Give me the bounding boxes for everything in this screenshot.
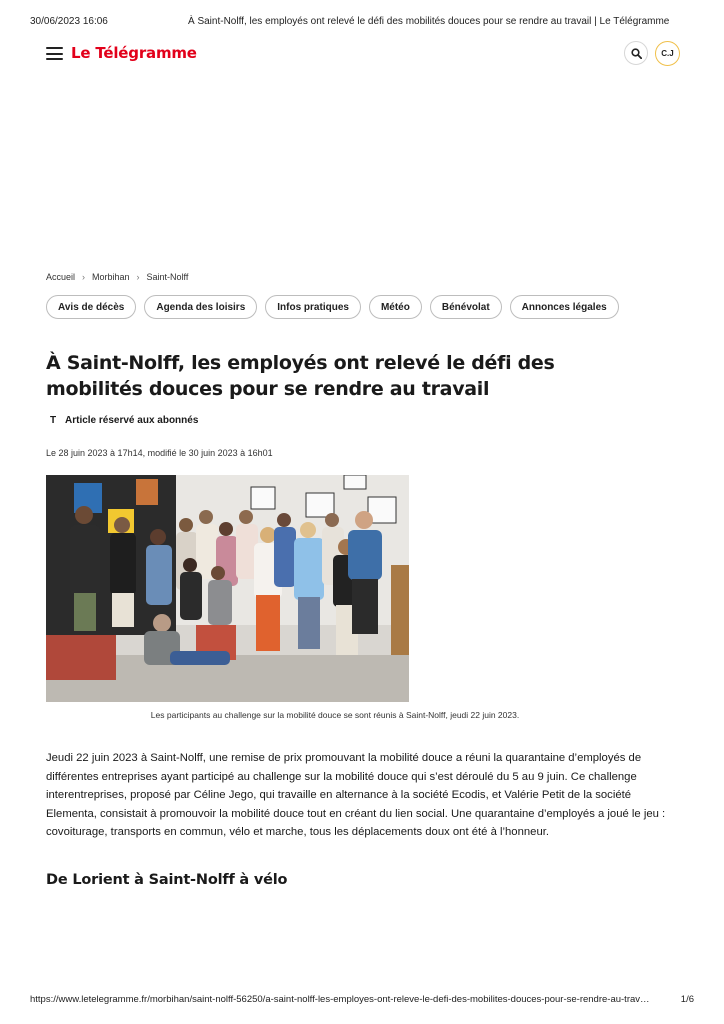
subscriber-only-label: Article réservé aux abonnés: [65, 415, 199, 426]
site-header: [46, 38, 680, 70]
pill-agenda-des-loisirs[interactable]: Agenda des loisirs: [144, 295, 257, 319]
pill-infos-pratiques[interactable]: Infos pratiques: [265, 295, 361, 319]
article-paragraph: Jeudi 22 juin 2023 à Saint-Nolff, une remise de prix promouvant la mobilité douce a réuni la quarantaine d’employés de différentes entreprises ayant participé au challenge sur la mobilité douce qui s’est déroulé du 5 au 9 juin. Ce challenge interentreprises, proposé par Céline Jego, qui travaille en alternance à la société Ecodis, et Valérie Petit de la société Elementa, consistait à promouvoir la mobilité douce tout en créant du lien social. Une quarantaine d’employés a joué le jeu : covoiturage, transports en commun, vélo et marche, tous les déplacements doux ont été à l’honneur.: [46, 752, 666, 838]
search-icon: [631, 48, 642, 59]
quick-links-bar: [46, 295, 627, 319]
chevron-right-icon: ›: [136, 272, 140, 282]
pill-meteo[interactable]: Météo: [369, 295, 422, 319]
group-photo-illustration: [46, 475, 409, 702]
telegramme-t-icon: T: [49, 415, 57, 426]
pill-annonces-legales[interactable]: Annonces légales: [510, 295, 619, 319]
print-document-title: À Saint-Nolff, les employés ont relevé le défi des mobilités douces pour se rendre au travail | Le Télégramme: [188, 16, 670, 27]
breadcrumb-accueil[interactable]: Accueil: [46, 272, 76, 282]
print-page-number: 1/6: [680, 994, 694, 1005]
photo-caption: Les participants au challenge sur la mobilité douce se sont réunis à Saint-Nolff, jeudi 22 juin 2023.: [150, 710, 520, 720]
subscriber-only-badge: [48, 415, 198, 426]
breadcrumb-morbihan[interactable]: Morbihan: [92, 272, 130, 282]
print-header: [30, 16, 694, 30]
pill-benevolat[interactable]: Bénévolat: [430, 295, 502, 319]
article-photo[interactable]: [46, 475, 409, 702]
breadcrumb: [46, 272, 188, 282]
print-page-url: https://www.letelegramme.fr/morbihan/saint-nolff-56250/a-saint-nolff-les-employes-ont-releve-le-defi-des-mobilites-douces-pour-se-rendre-au-trav…: [30, 994, 650, 1005]
site-logo[interactable]: Le Télégramme: [71, 44, 197, 62]
hamburger-menu-icon[interactable]: [46, 47, 63, 60]
article-dateline: Le 28 juin 2023 à 17h14, modifié le 30 juin 2023 à 16h01: [46, 448, 273, 458]
print-footer: [30, 994, 694, 1008]
breadcrumb-saint-nolff[interactable]: Saint-Nolff: [146, 272, 189, 282]
article-subheading: De Lorient à Saint-Nolff à vélo: [46, 872, 288, 888]
search-button[interactable]: [624, 41, 648, 65]
pill-avis-de-deces[interactable]: Avis de décès: [46, 295, 136, 319]
chevron-right-icon: ›: [82, 272, 86, 282]
print-datetime: 30/06/2023 16:06: [30, 16, 108, 27]
user-avatar-button[interactable]: C.J: [655, 41, 680, 66]
article-title: À Saint-Nolff, les employés ont relevé le défi des mobilités douces pour se rendre au travail: [46, 352, 555, 400]
